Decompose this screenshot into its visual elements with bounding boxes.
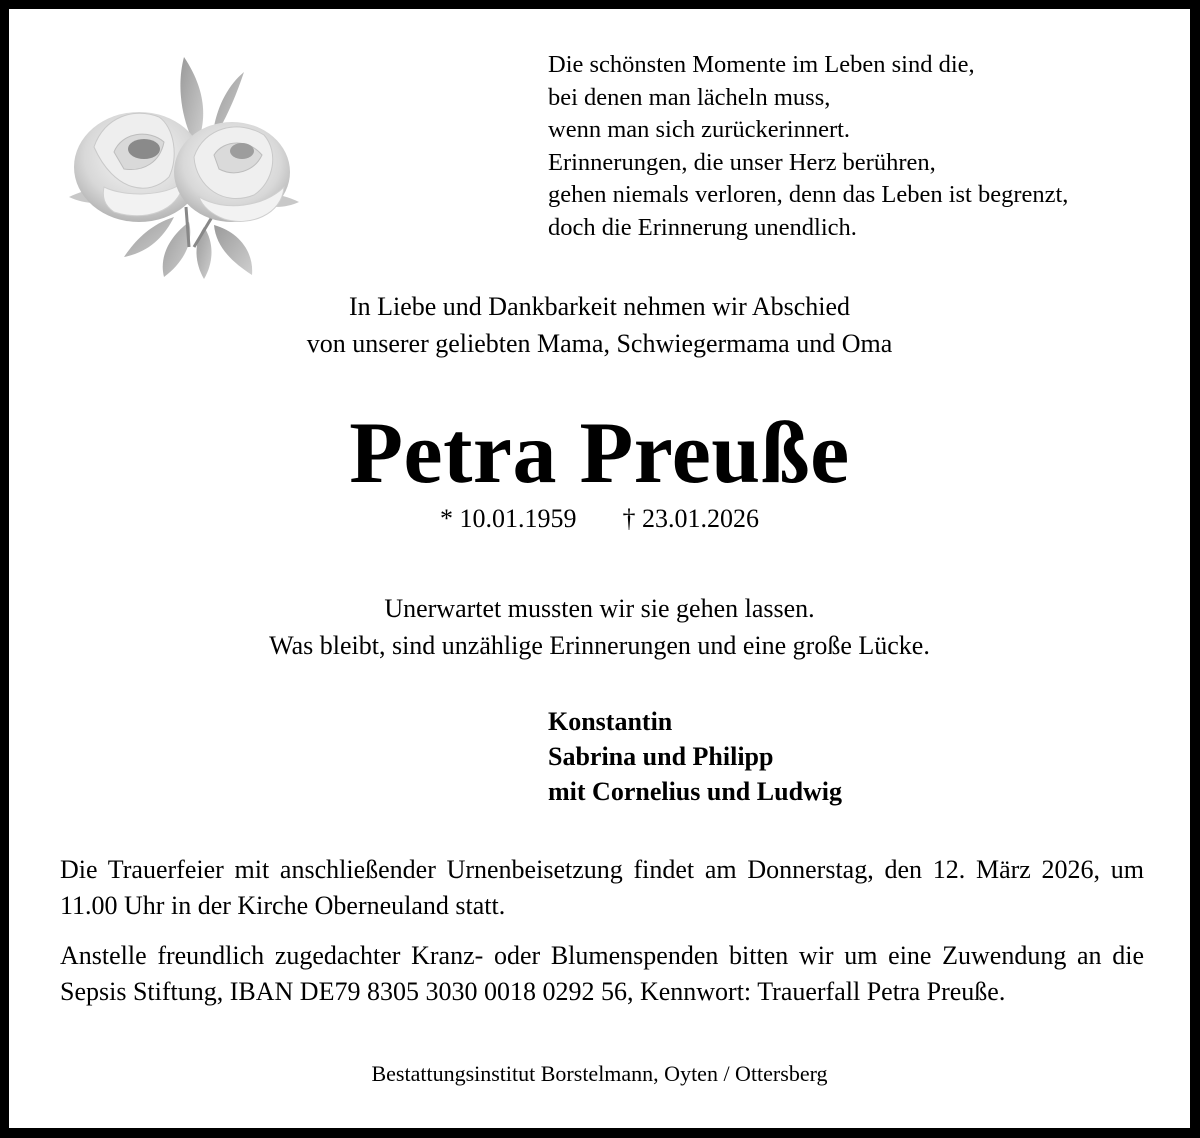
family-signature [548,704,842,809]
family-line: Konstantin [548,707,673,736]
quote-line: Unerwartet mussten wir sie gehen lassen. [384,594,815,623]
mourning-quote [9,590,1190,664]
peony-flowers-icon [64,47,304,282]
poem [548,49,1068,244]
funeral-home: Bestattungsinstitut Borstelmann, Oyten / Ottersberg [371,1061,828,1086]
intro-line: In Liebe und Dankbarkeit nehmen wir Abschied [348,292,851,321]
farewell-intro [9,288,1190,362]
poem-line: doch die Erinnerung unendlich. [548,213,857,241]
obituary-page [9,9,1190,1128]
ceremony-text: Die Trauerfeier mit anschließender Urnenbeisetzung findet am Donnerstag, den 12. März 2026, um 11.00 Uhr in der Kirche Oberneuland statt. [60,855,1144,920]
poem-line: gehen niemals verloren, denn das Leben ist begrenzt, [548,181,1069,208]
life-dates [9,503,1190,535]
quote-line: Was bleibt, sind unzählige Erinnerungen und eine große Lücke. [269,631,930,660]
intro-line: von unserer geliebten Mama, Schwiegermama und Oma [306,329,893,358]
poem-line: wenn man sich zurückerinnert. [548,116,851,143]
poem-line: Die schönsten Momente im Leben sind die, [548,51,975,78]
poem-line: bei denen man lächeln muss, [548,83,831,111]
family-line: mit Cornelius und Ludwig [548,777,843,806]
donation-text: Anstelle freundlich zugedachter Kranz- oder Blumenspenden bitten wir um eine Zuwendung an die Sepsis Stiftung, IBAN DE79 8305 3030 0018 0292 56, Kennwort: Trauerfall Petra Preuße. [60,941,1144,1006]
family-line: Sabrina und Philipp [548,742,774,771]
birth-date: * 10.01.1959 [440,504,577,533]
poem-line: Erinnerungen, die unser Herz berühren, [548,148,936,176]
donation-info [60,938,1144,1009]
ceremony-info [60,852,1144,923]
death-date: † 23.01.2026 [622,504,759,533]
deceased-name: Petra Preuße [349,405,850,502]
